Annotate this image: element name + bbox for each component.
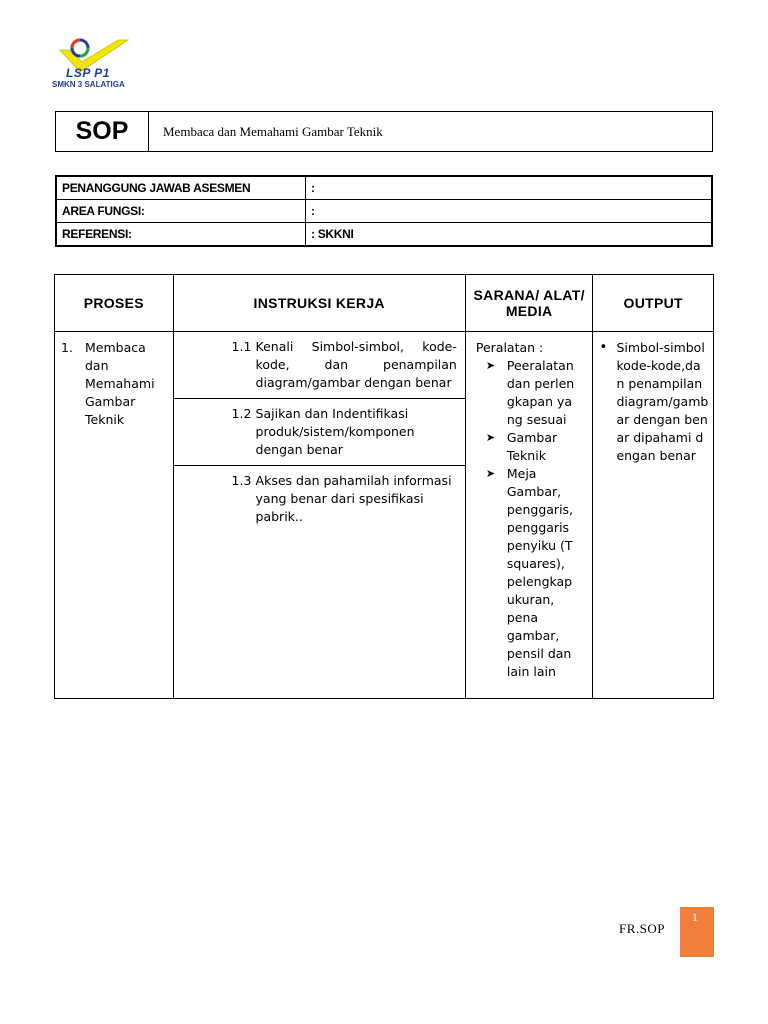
arrow-bullet-icon: ➤ <box>485 467 496 480</box>
header-proses: PROSES <box>55 275 174 332</box>
header-instruksi: INSTRUKSI KERJA <box>173 275 465 332</box>
info-key: AREA FUNGSI: <box>56 200 306 223</box>
logo-school: SMKN 3 SALATIGA <box>52 80 125 89</box>
instruksi-text: Kenali Simbol-simbol, kode-kode, dan penampilan diagram/gambar dengan benar <box>255 339 457 390</box>
info-value: : <box>306 176 713 200</box>
info-key: REFERENSI: <box>56 223 306 247</box>
logo-title: LSP P1 <box>66 66 110 80</box>
list-item <box>476 357 587 429</box>
proses-number: 1. <box>61 340 73 355</box>
sop-header <box>55 111 713 152</box>
lsp-logo <box>50 34 145 96</box>
sarana-item: Peeralatan dan perlengkapan yang sesuai <box>506 358 575 427</box>
list-item <box>476 429 587 465</box>
proses-text: Membaca dan Memahami Gambar Teknik <box>85 340 155 427</box>
sop-main-table <box>54 274 714 699</box>
instruksi-text: Akses dan pahamilah informasi yang benar dari spesifikasi pabrik.. <box>255 473 452 524</box>
header-sarana: SARANA/ ALAT/ MEDIA <box>465 275 593 332</box>
proses-cell <box>55 332 174 699</box>
instruksi-cell <box>173 332 465 699</box>
sarana-cell <box>465 332 593 699</box>
instruksi-number: 1.1 <box>231 339 252 354</box>
info-value: : SKKNI <box>306 223 713 247</box>
instruksi-number: 1.2 <box>231 406 252 421</box>
bullet-icon: • <box>599 340 608 355</box>
sarana-item: Meja Gambar, penggaris, penggaris penyiku (T squares), pelengkap ukuran, pena gambar, pensil dan lain lain <box>506 466 574 679</box>
info-table <box>55 175 713 247</box>
page-number: 1 <box>692 910 698 924</box>
list-item <box>599 339 709 465</box>
arrow-bullet-icon: ➤ <box>485 431 496 444</box>
instruksi-text: Sajikan dan Indentifikasi produk/sistem/komponen dengan benar <box>255 406 415 457</box>
info-row <box>56 223 712 247</box>
sop-label: SOP <box>56 112 149 151</box>
sarana-intro: Peralatan : <box>475 340 544 355</box>
info-row <box>56 176 712 200</box>
instruksi-item <box>174 399 465 466</box>
output-text: Simbol-simbol kode-kode,dan penampilan diagram/gambar dengan benar dipahami dengan benar <box>616 340 709 463</box>
sop-title: Membaca dan Memahami Gambar Teknik <box>163 123 383 139</box>
sarana-item: Gambar Teknik <box>506 430 558 463</box>
table-row <box>55 332 714 699</box>
info-value: : <box>306 200 713 223</box>
instruksi-item <box>174 332 465 399</box>
form-code: FR.SOP <box>619 921 665 936</box>
info-row <box>56 200 712 223</box>
header-output: OUTPUT <box>593 275 714 332</box>
arrow-bullet-icon: ➤ <box>485 359 496 372</box>
page-number-box <box>680 907 714 957</box>
instruksi-item <box>174 466 465 532</box>
table-header-row <box>55 275 714 332</box>
instruksi-number: 1.3 <box>231 473 252 488</box>
list-item <box>476 465 587 681</box>
output-cell <box>593 332 714 699</box>
info-key: PENANGGUNG JAWAB ASESMEN <box>56 176 306 200</box>
